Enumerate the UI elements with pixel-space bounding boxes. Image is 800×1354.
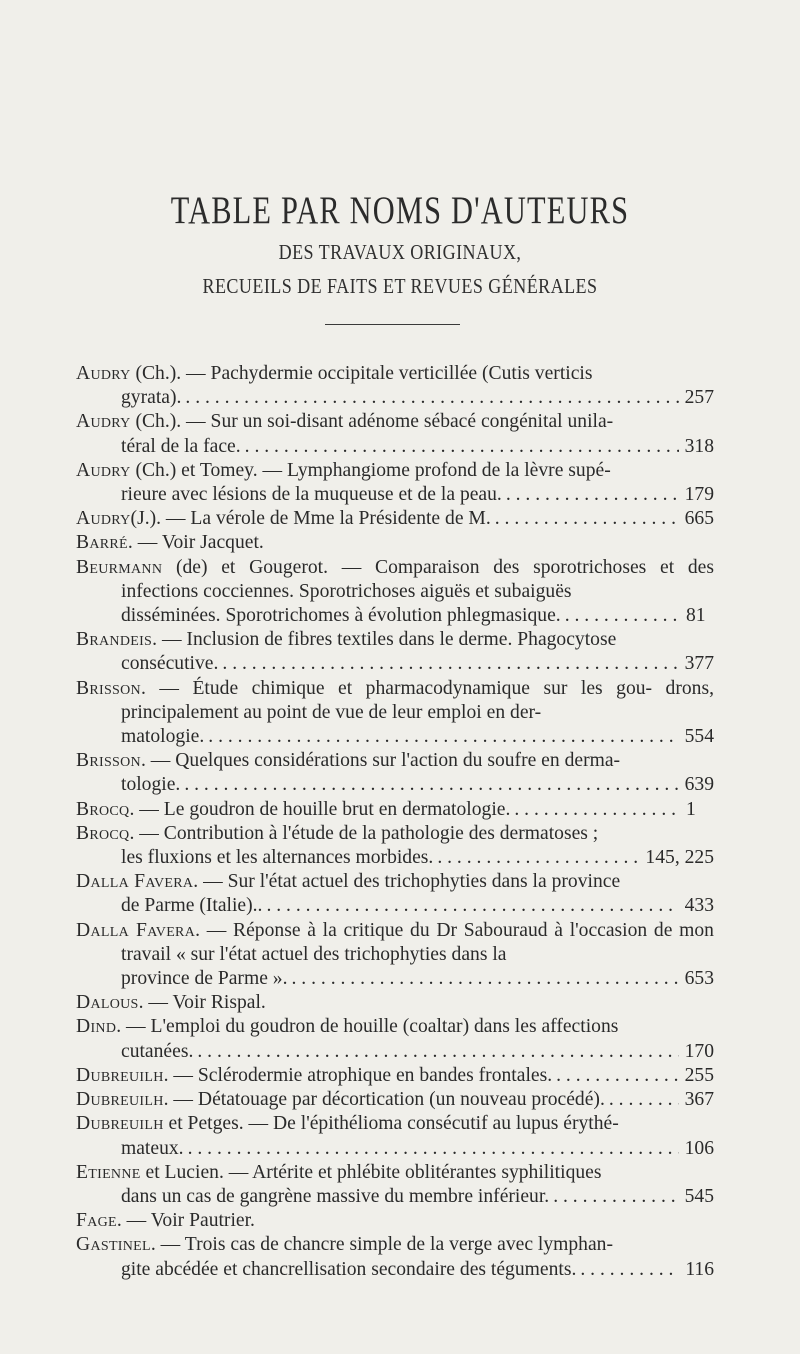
- entry-text: . — Sclérodermie atrophique en bandes frontales.: [163, 1064, 553, 1086]
- dot-leader: [180, 773, 678, 797]
- page-number: 116: [685, 1258, 714, 1280]
- entry-author: Etienne: [76, 1161, 141, 1183]
- entry-text-end: matologie.: [121, 726, 205, 748]
- dot-leader: [433, 846, 639, 870]
- entry-text-end: dans un cas de gangrène massive du membre inférieur.: [121, 1185, 550, 1207]
- entry-text: . — Détatouage par décortication (un nouveau procédé).: [163, 1089, 605, 1111]
- entry-author: Dubreuilh: [76, 1089, 164, 1111]
- entry-author: Dubreuilh: [76, 1113, 164, 1135]
- entry-text-end: téral de la face.: [121, 435, 241, 457]
- dot-leader: [184, 1137, 679, 1161]
- title-divider: [325, 324, 460, 325]
- index-entry: [76, 1209, 714, 1233]
- entry-text: . — Le goudron de houille brut en dermatologie.: [129, 798, 511, 820]
- index-entry: [76, 1233, 714, 1257]
- entry-text-end: disséminées. Sporotrichomes à évolution phlegmasique.: [121, 605, 561, 627]
- entry-text-end: gite abcédée et chancrellisation secondaire des téguments.: [121, 1258, 577, 1280]
- page-number: 81: [686, 605, 706, 627]
- entry-author: Brocq: [76, 822, 130, 844]
- entry-text-end: cutanées.: [121, 1040, 194, 1062]
- page-number: 433: [684, 895, 714, 917]
- dot-leader: [218, 652, 678, 676]
- entry-text-end: mateux.: [121, 1137, 184, 1159]
- dot-leader: [181, 386, 678, 410]
- page-number: 377: [684, 653, 714, 675]
- entry-text: (de) et Gougerot. — Comparaison des sporotrichoses et des infections cocciennes. Sporotrichoses aiguës et subaiguës: [121, 556, 714, 602]
- entry-last-line: [76, 725, 714, 749]
- index-entry: [76, 362, 714, 386]
- entry-author: Fage: [76, 1210, 117, 1232]
- dot-leader: [576, 1258, 679, 1282]
- index-entry: [76, 628, 714, 652]
- entry-author: Dubreuilh: [76, 1064, 164, 1086]
- dot-leader: [605, 1088, 679, 1112]
- entry-text: . — Inclusion de fibres textiles dans le derme. Phagocytose: [152, 629, 617, 651]
- index-entry: [76, 556, 714, 604]
- entry-last-line: [76, 386, 714, 410]
- entry-author: Audry: [76, 363, 131, 384]
- index-entry: [76, 1015, 714, 1039]
- entry-text: . — Voir Rispal.: [138, 992, 266, 1014]
- index-entry: [76, 1112, 714, 1136]
- entry-text: et Petges. — De l'épithélioma consécutif au lupus érythé-: [163, 1113, 619, 1135]
- subtitle-2: RECUEILS DE FAITS ET REVUES GÉNÉRALES: [202, 274, 598, 298]
- entry-text: et Lucien. — Artérite et phlébite oblitérantes syphilitiques: [140, 1161, 602, 1183]
- dot-leader: [552, 1064, 679, 1088]
- entry-text: . — Trois cas de chancre simple de la verge avec lymphan-: [150, 1234, 614, 1256]
- index-entry: [76, 991, 714, 1015]
- entry-author: Brandeis: [76, 629, 153, 651]
- entry-last-line: [76, 1258, 714, 1282]
- entry-text: . — Étude chimique et pharmacodynamique sur les gou- drons, principalement au point de vue de leur emploi en der-: [121, 677, 714, 723]
- index-entry: [76, 1064, 714, 1088]
- entry-text: (Ch.) et Tomey. — Lymphangiome profond de la lèvre supé-: [130, 459, 611, 481]
- page-number: 170: [684, 1040, 714, 1062]
- page-number: 257: [684, 387, 714, 409]
- entry-author: Dind: [76, 1016, 117, 1038]
- index-entry: [76, 531, 714, 555]
- entry-last-line: [76, 604, 714, 628]
- entry-author: Dalous: [76, 992, 139, 1014]
- dot-leader: [510, 798, 680, 822]
- dot-leader: [241, 435, 679, 459]
- entry-author: Dalla Favera: [76, 919, 196, 941]
- index-entry: [76, 1161, 714, 1185]
- entry-text-end: consécutive.: [121, 653, 219, 675]
- page-number: 179: [684, 484, 714, 506]
- index-entry: [76, 870, 714, 894]
- entry-text: . — Contribution à l'étude de la pathologie des dermatoses ;: [129, 822, 599, 844]
- entry-author: Dalla Favera: [76, 871, 194, 893]
- entry-last-line: [76, 773, 714, 797]
- entry-author: Brisson: [76, 750, 141, 772]
- entry-last-line: [76, 1040, 714, 1064]
- page-number: 318: [684, 435, 714, 457]
- page-number: 554: [684, 726, 714, 748]
- index-entry: [76, 1088, 714, 1112]
- entry-last-line: [76, 846, 714, 870]
- entry-text: (J.). — La vérole de Mme la Présidente de M.: [130, 508, 491, 530]
- entry-text: . — Sur l'état actuel des trichophyties dans la province: [193, 871, 621, 893]
- index-entry: [76, 507, 714, 531]
- entry-text-end: gyrata).: [121, 387, 182, 409]
- dot-leader: [288, 967, 679, 991]
- subtitle-1: DES TRAVAUX ORIGINAUX,: [278, 240, 522, 264]
- page-number: 639: [684, 774, 714, 796]
- dot-leader: [193, 1040, 678, 1064]
- index-entry: [76, 798, 714, 822]
- page-title: TABLE PAR NOMS D'AUTEURS: [170, 189, 630, 232]
- index-entry: [76, 749, 714, 773]
- dot-leader: [262, 894, 678, 918]
- dot-leader: [502, 483, 679, 507]
- page-number: 145, 225: [645, 847, 714, 869]
- page-number: 653: [684, 968, 714, 990]
- page-number: 255: [684, 1064, 714, 1086]
- entry-author: Beurmann: [76, 556, 163, 578]
- entry-text-end: de Parme (Italie)..: [121, 895, 263, 917]
- page-number: 545: [684, 1185, 714, 1207]
- index-entry: [76, 459, 714, 483]
- dot-leader: [549, 1185, 678, 1209]
- entry-author: Audry: [76, 411, 131, 433]
- dot-leader: [491, 507, 679, 531]
- entry-last-line: [76, 894, 714, 918]
- entry-author: Brisson: [76, 677, 141, 699]
- page-number: 367: [684, 1089, 714, 1111]
- entry-last-line: [76, 1185, 714, 1209]
- entry-last-line: [76, 483, 714, 507]
- entry-text: (Ch.). — Pachydermie occipitale verticillée (Cutis verticis: [130, 363, 593, 384]
- dot-leader: [561, 604, 680, 628]
- entry-last-line: [76, 1137, 714, 1161]
- entry-text-end: rieure avec lésions de la muqueuse et de la peau.: [121, 484, 502, 506]
- entry-text: . — Réponse à la critique du Dr Sabouraud à l'occasion de mon travail « sur l'état actuel des trichophyties dans la: [121, 919, 714, 965]
- page-number: 665: [684, 508, 714, 530]
- index-entry: [76, 822, 714, 846]
- entry-author: Audry: [76, 508, 131, 530]
- dot-leader: [204, 725, 678, 749]
- entry-text-end: province de Parme ».: [121, 968, 288, 990]
- entry-text-end: les fluxions et les alternances morbides.: [121, 847, 434, 869]
- entry-last-line: [76, 652, 714, 676]
- index-entry: [76, 677, 714, 725]
- index-entry: [76, 919, 714, 967]
- index-entry: [76, 410, 714, 434]
- entry-text: . — Voir Jacquet.: [127, 532, 264, 554]
- entry-text: . — Quelques considérations sur l'action du soufre en derma-: [140, 750, 621, 772]
- entry-last-line: [76, 435, 714, 459]
- entry-text: . — L'emploi du goudron de houille (coaltar) dans les affections: [116, 1016, 619, 1038]
- author-index-list: [76, 362, 714, 1282]
- entry-author: Gastinel: [76, 1234, 151, 1256]
- entry-last-line: [76, 967, 714, 991]
- entry-text-end: tologie.: [121, 774, 181, 796]
- entry-text: . — Voir Pautrier.: [116, 1210, 255, 1232]
- entry-author: Audry: [76, 459, 131, 481]
- page-number: 1: [686, 798, 696, 820]
- entry-author: Brocq: [76, 798, 130, 820]
- page-number: 106: [684, 1137, 714, 1159]
- entry-text: (Ch.). — Sur un soi-disant adénome sébacé congénital unila-: [130, 411, 614, 433]
- entry-author: Barré: [76, 532, 128, 554]
